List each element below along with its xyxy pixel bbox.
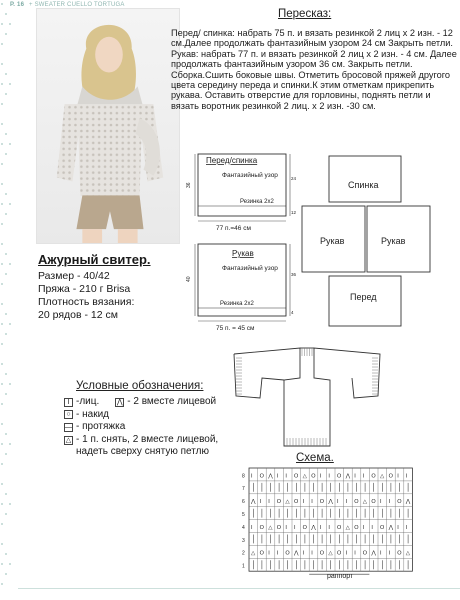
legend-title: Условные обозначения: xyxy=(76,380,204,392)
stitch-symbol: I xyxy=(371,524,373,531)
stitch-symbol: I xyxy=(319,524,322,531)
page-number: Р. 16 xyxy=(10,2,25,8)
knitting-scheme-chart xyxy=(241,464,417,587)
retelling-sleeve: Рукав: набрать 77 п. и вязать резинкой 2 лиц х 2 изн. - 4 см. Далее продолжать фантазийным узором 36 см. Закрыть петли. xyxy=(171,48,457,70)
product-specs xyxy=(38,270,134,322)
stitch-symbol: △ xyxy=(380,473,385,480)
front-height-rib: 12 xyxy=(291,210,297,215)
legend-item-sk2p: △ - 1 п. снять, 2 вместе лицевой, надеть сверху снятую петлю xyxy=(65,433,219,457)
stitch-symbol: I xyxy=(337,499,339,506)
stitch-symbol: O xyxy=(276,499,282,506)
stitch-symbol: ⋀ xyxy=(405,499,411,506)
back-label: Спинка xyxy=(348,180,379,190)
retelling-text xyxy=(171,28,458,111)
stitch-symbol: O xyxy=(337,550,342,557)
stitch-symbol: O xyxy=(319,550,325,557)
sleeve-title: Рукав xyxy=(232,249,254,258)
bottom-rule xyxy=(18,588,460,589)
stitch-symbol: I xyxy=(380,499,382,506)
sleeve-width-label: 75 п. = 45 см xyxy=(216,325,255,332)
stitch-symbol: ⋀ xyxy=(345,473,351,480)
decorative-dot-pattern xyxy=(0,0,14,600)
sleeve-height-total: 40 xyxy=(186,276,192,282)
sweater-outline-sketch xyxy=(232,344,382,454)
sleeve-rib-label: Резинка 2х2 xyxy=(220,301,254,307)
stitch-symbol: I xyxy=(259,499,262,506)
stitch-symbol: I xyxy=(362,473,365,480)
stitch-symbol: O xyxy=(259,524,264,531)
stitch-symbol: I xyxy=(328,473,330,480)
row-number: 7 xyxy=(242,486,245,493)
stitch-symbol: ⋀ xyxy=(388,524,394,531)
size-spec: Размер - 40/42 xyxy=(38,270,110,282)
stitch-symbol: I xyxy=(345,499,348,506)
retelling-assembly: Сборка.Сшить боковые швы. Отметить бросовой пряжей другого цвета середину переда и спинки.К этим отметкам прикрепить рукава. Оставить отверстие для горловины, поднять петли и вязать воротник резинкой 2 лиц. х 2 изн. -30 см. xyxy=(171,69,450,111)
stitch-symbol: O xyxy=(276,524,282,531)
stitch-symbol: I xyxy=(362,524,365,531)
front-width-label: 77 п.=46 см xyxy=(216,225,251,232)
series-title: + SWEATER CUELLO TORTUGA xyxy=(29,2,125,8)
row-number: 3 xyxy=(242,537,245,544)
left-sleeve-label: Рукав xyxy=(320,236,345,246)
sleeve-height-rib: 4 xyxy=(291,310,294,315)
stitch-symbol: I xyxy=(311,499,313,506)
stitch-symbol: O xyxy=(319,499,325,506)
front-label: Перед xyxy=(350,292,377,302)
stitch-symbol: O xyxy=(311,473,316,480)
knit-symbol-icon: I xyxy=(64,398,73,407)
stitch-symbol: ⋀ xyxy=(268,473,273,480)
stitch-symbol: I xyxy=(276,473,279,480)
sleeve-height-fancy: 36 xyxy=(291,272,297,277)
row-number: 1 xyxy=(242,563,245,570)
stitch-symbol: △ xyxy=(285,499,290,506)
back-piece xyxy=(329,156,401,202)
front-height-total: 36 xyxy=(186,182,192,188)
front-height-fancy: 24 xyxy=(291,176,297,181)
front-rib-label: Резинка 2х2 xyxy=(240,199,274,205)
row-number: 8 xyxy=(242,473,245,480)
stitch-symbol: ⋀ xyxy=(311,524,316,531)
stitch-symbol: △ xyxy=(302,473,307,480)
legend-item-knit: I -лиц. ⋀ - 2 вместе лицевой xyxy=(64,396,226,409)
density-label: Плотность вязания: xyxy=(38,296,135,308)
legend-item-purl-bar: — - протяжка xyxy=(65,421,126,432)
retelling-title: Пересказ: xyxy=(278,8,332,20)
stitch-symbol: O xyxy=(371,499,376,506)
stitch-symbol: I xyxy=(251,473,253,480)
stitch-symbol: I xyxy=(251,524,253,531)
stitch-symbol: O xyxy=(388,473,393,480)
stitch-symbol: I xyxy=(380,550,382,557)
stitch-symbol: I xyxy=(328,524,330,531)
stitch-symbol: I xyxy=(319,473,322,480)
row-number: 5 xyxy=(242,511,245,518)
front-fancy-label: Фантазийный узор xyxy=(222,172,278,179)
right-sleeve-label: Рукав xyxy=(381,236,406,246)
front-back-title: Перед/спинка xyxy=(206,156,258,165)
stitch-symbol: O xyxy=(259,550,264,557)
stitch-symbol: ⋀ xyxy=(371,550,376,557)
stitch-symbol: I xyxy=(345,550,348,557)
stitch-symbol: I xyxy=(294,524,296,531)
front-back-pattern xyxy=(182,150,297,234)
retelling-front-back: Перед/ спинка: набрать 75 п. и вязать резинкой 2 лиц х 2 изн. - 12 см.Далее продолжать фантазийным узором 24 см Закрыть петли. xyxy=(171,28,453,49)
stitch-symbol: I xyxy=(311,550,313,557)
stitch-symbol: ⋀ xyxy=(294,550,299,557)
stitch-symbol: I xyxy=(397,473,399,480)
legend-item-yarn-over: ○ - накид xyxy=(64,409,226,422)
stitch-symbol: O xyxy=(294,473,299,480)
stitch-symbol: ⋀ xyxy=(251,499,256,506)
stitch-symbol: I xyxy=(354,473,356,480)
k2tog-symbol-icon: ⋀ xyxy=(116,398,123,406)
legend xyxy=(64,396,226,459)
row-number: 2 xyxy=(242,550,245,557)
stitch-symbol: I xyxy=(388,499,391,506)
row-number: 4 xyxy=(242,524,245,531)
stitch-symbol: △ xyxy=(405,550,411,557)
stitch-symbol: I xyxy=(268,550,270,557)
product-photo xyxy=(36,8,180,244)
stitch-symbol: I xyxy=(285,524,287,531)
stitch-symbol: I xyxy=(354,550,356,557)
stitch-symbol: I xyxy=(405,524,408,531)
stitch-symbol: △ xyxy=(345,524,350,531)
stitch-symbol: O xyxy=(397,499,402,506)
scheme-title: Схема. xyxy=(296,452,334,464)
stitch-symbol: △ xyxy=(328,550,333,557)
stitch-symbol: O xyxy=(362,550,368,557)
stitch-symbol: O xyxy=(302,524,307,531)
sleeve-pattern xyxy=(182,240,297,336)
repeat-label: раппорт xyxy=(327,573,354,580)
stitch-symbol: O xyxy=(337,524,342,531)
row-number: 6 xyxy=(242,499,245,506)
stitch-symbol: O xyxy=(354,499,359,506)
stitch-symbol: I xyxy=(285,473,287,480)
stitch-symbol: ⋀ xyxy=(328,499,333,506)
stitch-symbol: I xyxy=(302,550,305,557)
density-value: 20 рядов - 12 см xyxy=(38,309,118,321)
stitch-symbol: △ xyxy=(268,524,273,531)
stitch-symbol: I xyxy=(397,524,399,531)
stitch-symbol: O xyxy=(380,524,385,531)
stitch-symbol: O xyxy=(294,499,299,506)
stitch-symbol: △ xyxy=(362,499,368,506)
assembly-diagram xyxy=(298,150,434,330)
yarn-spec: Пряжа - 210 г Brisa xyxy=(38,283,131,295)
stitch-symbol: O xyxy=(354,524,359,531)
sleeve-fancy-label: Фантазийный узор xyxy=(222,265,278,272)
stitch-symbol: I xyxy=(302,499,305,506)
stitch-symbol: O xyxy=(285,550,290,557)
stitch-symbol: O xyxy=(337,473,342,480)
float-symbol-icon: — xyxy=(65,423,72,431)
stitch-symbol: I xyxy=(405,473,408,480)
yarn-over-symbol-icon: ○ xyxy=(64,410,73,419)
stitch-symbol: I xyxy=(268,499,270,506)
stitch-symbol: △ xyxy=(251,550,256,557)
sk2p-symbol-icon: △ xyxy=(65,436,72,444)
stitch-symbol: O xyxy=(397,550,402,557)
stitch-symbol: O xyxy=(371,473,376,480)
product-name: Ажурный свитер. xyxy=(38,252,151,267)
stitch-symbol: I xyxy=(388,550,391,557)
stitch-symbol: I xyxy=(276,550,279,557)
stitch-symbol: O xyxy=(259,473,264,480)
